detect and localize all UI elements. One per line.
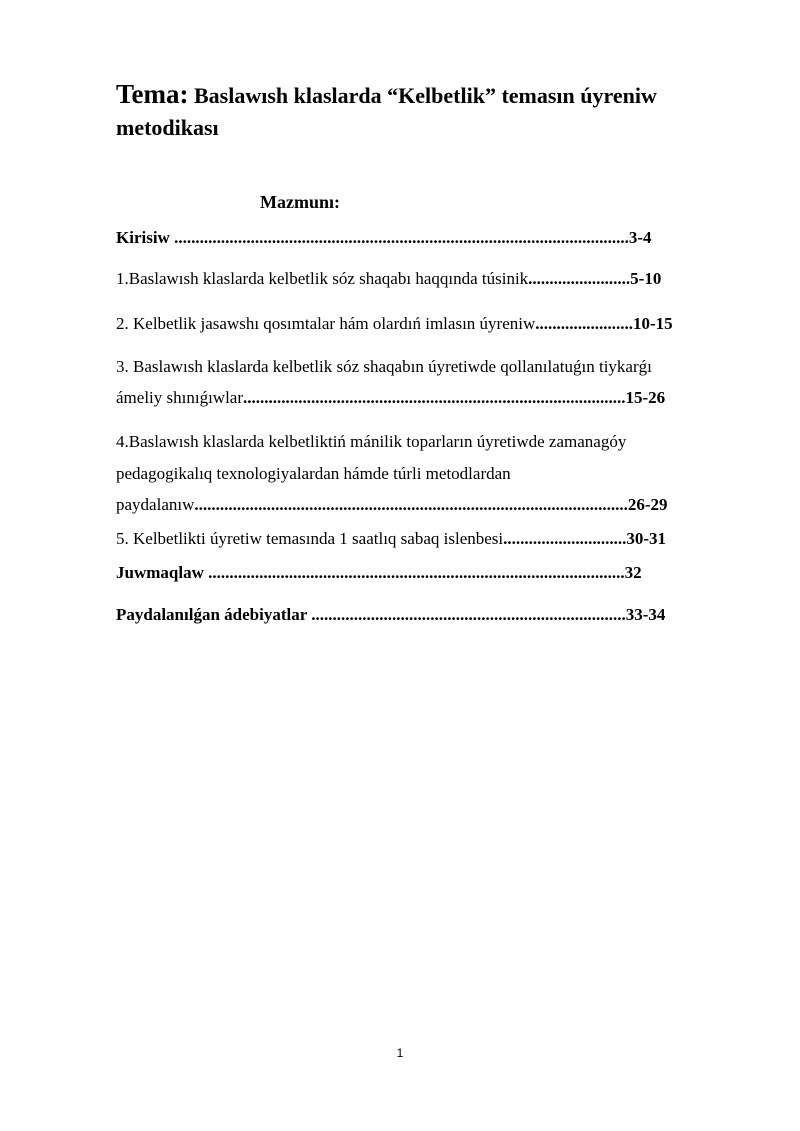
page-number: 1 xyxy=(396,1046,404,1060)
toc-page-range: 32 xyxy=(624,563,642,582)
toc-entry-4-line-1: 4.Baslawısh klaslarda kelbetliktiń mánilik toparların úyretiwde zamanagóy xyxy=(116,432,627,451)
toc-entry-2 xyxy=(116,313,673,335)
toc-entry-label: paydalanıw xyxy=(116,495,195,514)
toc-entry-3-line-2 xyxy=(116,387,665,409)
toc-leader-dots: ........................................................................................................... xyxy=(174,228,629,247)
toc-page-range: 3-4 xyxy=(628,228,652,247)
toc-leader-dots: ....................... xyxy=(535,314,633,333)
toc-entry-label: ámeliy shınıǵıwlar xyxy=(116,388,244,407)
toc-entry-kirisiw xyxy=(116,227,652,249)
toc-page-range: 30-31 xyxy=(626,529,667,548)
toc-heading: Mazmunı: xyxy=(260,192,340,212)
title-prefix: Tema: xyxy=(116,79,189,109)
toc-leader-dots: ........................ xyxy=(528,269,631,288)
toc-entry-label: 5. Kelbetlikti úyretiw temasında 1 saatlıq sabaq islenbesi xyxy=(116,529,504,548)
toc-entry-juwmaqlaw xyxy=(116,562,642,584)
toc-entry-label: 1.Baslawısh klaslarda kelbetlik sóz shaqabı haqqında túsinik xyxy=(116,269,529,288)
toc-leader-dots: ...................................................................................................... xyxy=(194,495,628,514)
toc-page-range: 15-26 xyxy=(625,388,666,407)
toc-entry-4-line-3 xyxy=(116,494,668,516)
toc-entry-adebiyatlar xyxy=(116,604,665,626)
toc-entry-1 xyxy=(116,268,661,290)
toc-page-range: 33-34 xyxy=(625,605,666,624)
toc-entry-5 xyxy=(116,528,666,550)
toc-page-range: 10-15 xyxy=(633,314,673,333)
title-text: Baslawısh klaslarda “Kelbetlik” temasın úyreniw metodikası xyxy=(116,83,657,140)
toc-leader-dots: .......................................................................................... xyxy=(243,388,626,407)
toc-leader-dots: .......................................................................... xyxy=(311,605,626,624)
toc-entry-4-line-2: pedagogikalıq texnologiyalardan hámde túrli metodlardan xyxy=(116,464,511,483)
toc-entry-label: Paydalanılǵan ádebiyatlar xyxy=(116,605,312,624)
toc-entry-3-line-1: 3. Baslawısh klaslarda kelbetlik sóz shaqabın úyretiwde qollanılatuǵın tiykarǵı xyxy=(116,357,652,376)
document-title xyxy=(116,78,736,144)
toc-page-range: 26-29 xyxy=(627,495,668,514)
toc-entry-label: 2. Kelbetlik jasawshı qosımtalar hám olardıń imlasın úyreniw xyxy=(116,314,536,333)
toc-entry-label: Kirisiw xyxy=(116,228,175,247)
toc-entry-label: Juwmaqlaw xyxy=(116,563,209,582)
toc-page-range: 5-10 xyxy=(630,269,662,288)
toc-leader-dots: .................................................................................................. xyxy=(208,563,625,582)
toc-leader-dots: ............................. xyxy=(503,529,627,548)
